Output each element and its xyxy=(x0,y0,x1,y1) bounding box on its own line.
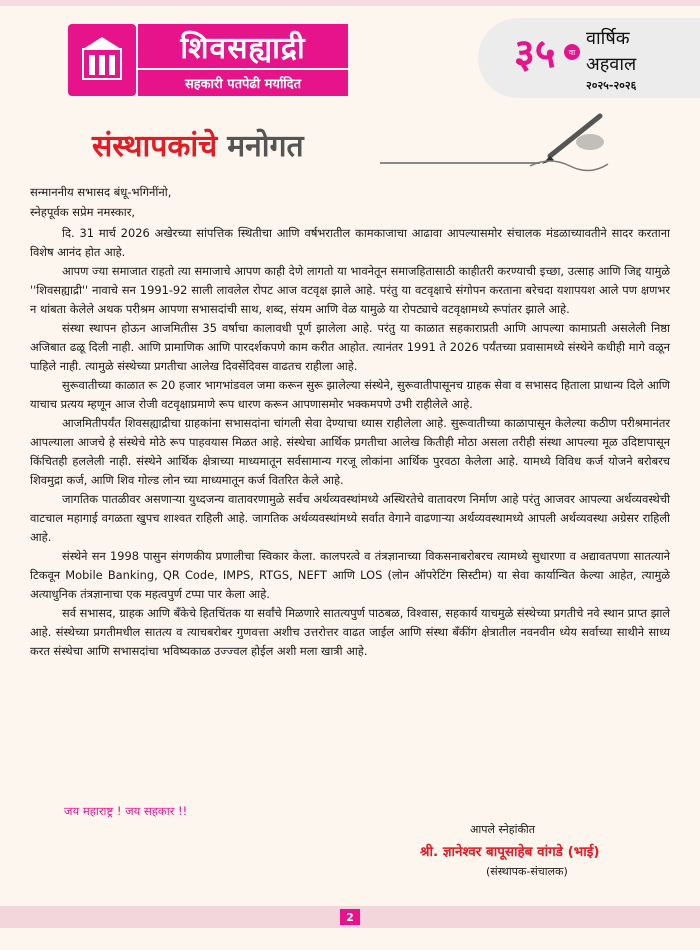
salutation-line: सन्माननीय सभासद बंधू-भगिनींनो, xyxy=(30,185,172,199)
paragraph: दि. 31 मार्च 2026 अखेरच्या सांपत्तिक स्थितीचा आणि वर्षभरातील कामकाजाचा आढावा आपल्यासमोर संचालक मंडळाच्यावतीने सादर करताना विशेष आनंद होत आहे. xyxy=(30,226,670,259)
slogan: जय महाराष्ट्र ! जय सहकार !! xyxy=(64,804,188,818)
logo-subtitle: सहकारी पतपेढी मर्यादित xyxy=(138,70,348,96)
page-title xyxy=(92,124,304,165)
anniversary-suffix: वा xyxy=(564,44,580,60)
page-number: 2 xyxy=(340,909,360,925)
salutation-line: स्नेहपूर्वक सप्रेम नमस्कार, xyxy=(30,205,136,219)
report-year: २०२५-२०२६ xyxy=(586,79,637,92)
signatory-name: श्री. ज्ञानेश्वर बापूसाहेब वांगडे (भाई) xyxy=(420,844,600,860)
paragraph: सुरूवातीच्या काळात रू 20 हजार भागभांडवल जमा करून सुरू झालेल्या संस्थेने, सुरूवातीपासूनच ग्राहक सेवा व सभासद हिताला प्राधान्य दिले आणि याचाच प्रत्यय म्हणून आज रोजी वटवृक्षाप्रमाणे रूप धारण करून आपणासमोर भक्कमपणे उभी राहीलेले आहे. xyxy=(30,378,670,411)
signatory-role: (संस्थापक-संचालक) xyxy=(486,865,568,878)
report-label-2: अहवाल xyxy=(586,54,637,75)
logo xyxy=(68,24,348,96)
paragraph: सर्व सभासद, ग्राहक आणि बँकेचे हितचिंतक या सर्वांचे मिळणारे सातत्यपुर्ण पाठबळ, विश्वास, सहकार्य याचमुळे संस्थेच्या प्रगतीचे नवे स्थान प्राप्त झाले आहे. संस्थेच्या प्रगतीमधील सातत्य व त्याचबरोबर गुणवत्ता अशीच उत्तरोत्तर वाढत जाईल आणि संस्था बँकींग क्षेत्रातील नवनवीन ध्येय सर्वाच्या साथीने साध्य करत संस्थेचा आणि सभासदांचा भविष्यकाळ उज्ज्वल होईल अशी मला खात्री आहे. xyxy=(30,606,670,658)
title-part-1: संस्थापकांचे xyxy=(92,129,218,164)
anniversary-badge xyxy=(478,18,700,98)
logo-title: शिवसह्याद्री xyxy=(138,24,348,68)
title-underline xyxy=(380,162,540,164)
emblem-icon xyxy=(68,24,136,96)
signoff: आपले स्नेहांकीत xyxy=(470,823,536,836)
anniversary-number: ३५ xyxy=(514,31,556,77)
message-body xyxy=(30,224,670,661)
salutation xyxy=(30,182,171,222)
paragraph: आपण ज्या समाजात राहतो त्या समाजाचे आपण काही देणे लागतो या भावनेतून समाजहितासाठी काहीतरी करण्याची इच्छा, उत्साह आणि जिद्द यामुळे ''शिवसह्याद्री'' नावाचे सन 1991-92 साली लावलेल रोपट आज वटवृक्ष झाले आहे. परंतु या वटवृक्षाचे संगोपन करताना बरेचदा यशापयश आले पण क्षणभर न थांबता केलेले अथक परीश्रम आपणा सभासदांची साथ, शब्द, संयम आणि वेळ यामुळे या रोपट्याचे वटवृक्षामध्ये रूपांतर झाले आहे. xyxy=(30,264,670,316)
report-label-1: वार्षिक xyxy=(586,28,630,49)
paragraph: जागतिक पातळीवर असणाऱ्या युध्दजन्य वातावरणामुळे सर्वच अर्थव्यवस्थांमध्ये अस्थिरतेचे वातावरण निर्माण आहे परंतु आजवर आपल्या अर्थव्यवस्थेची वाटचाल महागाई वगळता खुपच शाश्वत राहिली आहे. जागतिक अर्थव्यवस्थांमध्ये सर्वात वेगाने वाढणाऱ्या अर्थव्यवस्थामध्ये आपली अर्थव्यवस्था अग्रेसर राहिली आहे. xyxy=(30,492,670,544)
paragraph: संस्थेने सन 1998 पासुन संगणकीय प्रणालीचा स्विकार केला. कालपरत्वे व तंत्रज्ञानाच्या विकसनाबरोबरच त्यामध्ये सुधारणा व अद्यावतपणा सातत्याने टिकवून Mobile Banking, QR Code, IMPS, RTGS, NEFT आणि LOS (लोन ऑपरेटिंग सिस्टीम) या सेवा कार्यान्वित केल्या आहेत, त्यामुळे अत्याधुनिक तंत्रज्ञानाचा एक महत्वपुर्ण टप्पा पार केला आहे. xyxy=(30,549,670,601)
paragraph: संस्था स्थापन होऊन आजमितीस 35 वर्षाचा कालावधी पूर्ण झालेला आहे. परंतु या काळात सहकाराप्रती आणि आपल्या कामाप्रती असलेली निष्ठा अजिबात ढळू दिली नाही. आणि प्रामाणिक आणि पारदर्शकपणे काम करीत आहोत. त्यानंतर 1991 ते 2026 पर्यंतच्या प्रवासामध्ये संस्थेने कधीही मागे वळून पाहिले नाही. त्यामुळे संस्थेच्या प्रगतीचा आलेख दिवसेंदिवस वाढतच राहीला आहे. xyxy=(30,321,670,373)
paragraph: आजमितीपर्यंत शिवसह्याद्रीचा ग्राहकांना सभासदांना चांगली सेवा देण्याचा ध्यास राहीलेला आहे. सुरूवातीच्या काळापासून केलेल्या कठीण परीश्रमानंतर आपल्याला आजचे हे संस्थेचे मोठे रूप पाहवयास मिळत आहे. संस्थेचा आर्थिक प्रगतीचा आलेख कितीही मोठा असला तरीही संस्था आपल्या मूळ उदिष्टापासून किंचितही हललेली नाही. संस्थेने आर्थिक क्षेत्राच्या माध्यमातून सर्वसामान्य गरजू लोकांना आर्थिक पुरवठा केलेला आहे. यामध्ये विविध कर्ज योजने बरोबरच शिवमुद्रा कर्ज, आणि शिव गोल्ड लोन च्या माध्यमातून कर्ज वितरित केले आहे. xyxy=(30,416,670,487)
title-part-2: मनोगत xyxy=(227,129,304,164)
top-band xyxy=(0,0,700,6)
pen-writing-icon xyxy=(520,112,610,176)
